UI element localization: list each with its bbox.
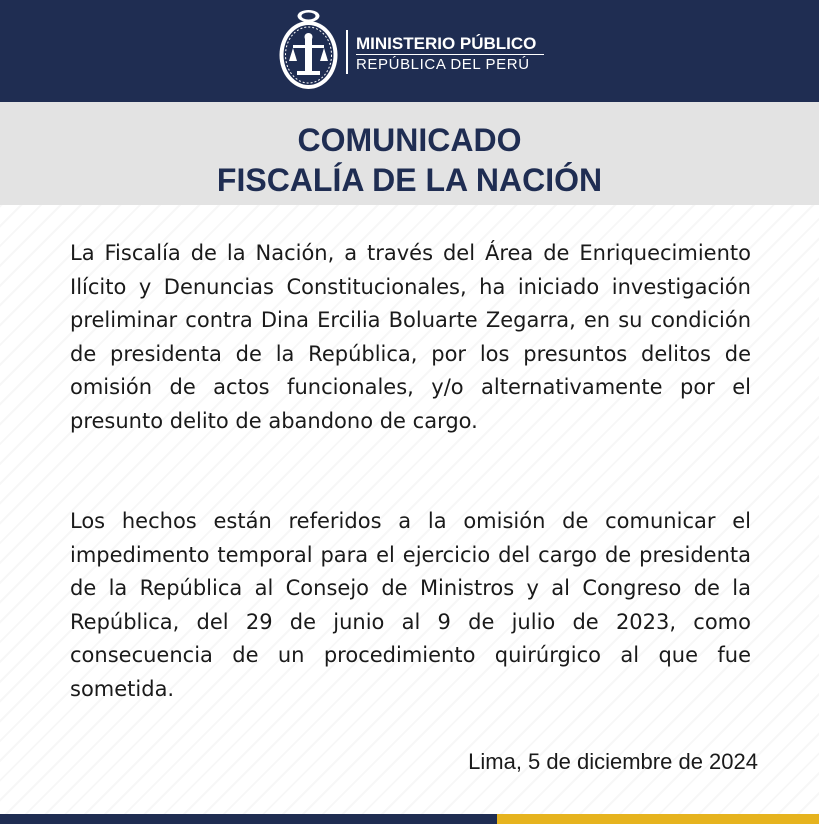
paragraph-1: La Fiscalía de la Nación, a través del Área de Enriquecimiento Ilícito y Denuncias Constitucionales, ha iniciado investigación preliminar contra Dina Ercilia Boluarte Zegarra, en su condición de presidenta de la República, por los presuntos delitos de omisión de actos funcionales, y/o alternativamente por el presunto delito de abandono de cargo. — [70, 241, 751, 433]
org-name: MINISTERIO PÚBLICO — [356, 34, 537, 53]
org-subtitle: REPÚBLICA DEL PERÚ — [356, 56, 530, 73]
org-name-underline — [356, 54, 544, 55]
title-line-1: COMUNICADO — [297, 122, 522, 158]
footer-stripe-navy — [0, 814, 497, 824]
header-bar — [0, 0, 819, 102]
title-line-2: FISCALÍA DE LA NACIÓN — [216, 162, 603, 198]
paragraph-2: Los hechos están referidos a la omisión de comunicar el impedimento temporal para el ejercicio del cargo de presidenta de la República al Consejo de Ministros y al Congreso de la República, del 29 de junio al 9 de julio de 2023, como consecuencia de un procedimiento quirúrgico al que fue sometida. — [70, 509, 751, 701]
ministerio-publico-seal-icon — [277, 5, 340, 93]
title-band — [0, 102, 819, 205]
communique-body — [0, 205, 819, 814]
logo-divider — [346, 30, 348, 74]
date-line: Lima, 5 de diciembre de 2024 — [468, 749, 758, 774]
footer-stripe-gold — [497, 814, 819, 824]
